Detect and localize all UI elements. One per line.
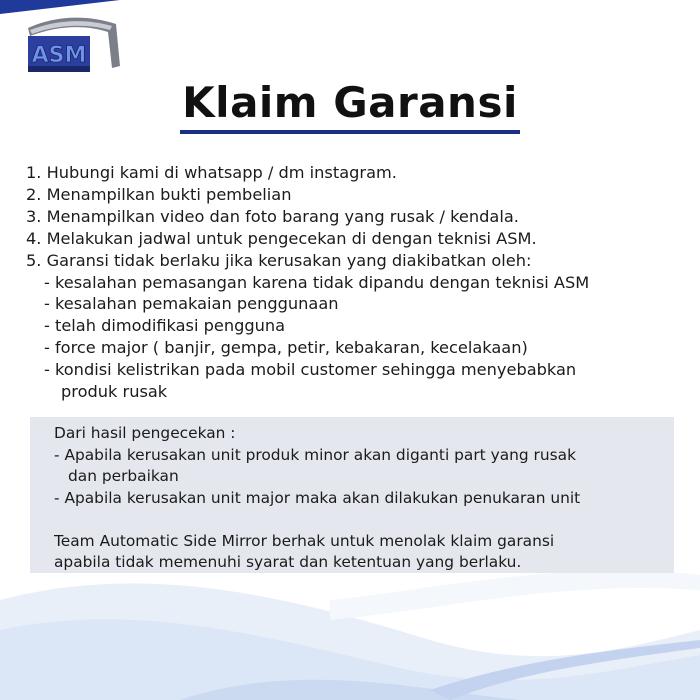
step-item: 1. Hubungi kami di whatsapp / dm instagram. xyxy=(26,163,397,182)
exclusion-item: - kesalahan pemasangan karena tidak dipandu dengan teknisi ASM xyxy=(44,272,590,292)
bottom-wave-highlight xyxy=(330,571,700,620)
exclusion-item: - force major ( banjir, gempa, petir, kebakaran, kecelakaan) xyxy=(44,338,528,358)
note-point: - Apabila kerusakan unit produk minor akan diganti part yang rusak xyxy=(54,445,576,464)
step-item: 5. Garansi tidak berlaku jika kerusakan yang diakibatkan oleh: xyxy=(26,250,532,270)
inspection-note xyxy=(54,423,664,574)
note-footer-line: Team Automatic Side Mirror berhak untuk menolak klaim garansi xyxy=(54,531,555,550)
asm-logo-graphic xyxy=(24,14,124,80)
step-item: 4. Melakukan jadwal untuk pengecekan di dengan teknisi ASM. xyxy=(26,228,537,248)
top-corner-stripe xyxy=(0,0,120,14)
step-item: 2. Menampilkan bukti pembelian xyxy=(26,184,292,204)
note-heading: Dari hasil pengecekan : xyxy=(54,424,236,442)
inspection-note-box xyxy=(30,417,674,573)
note-point-continued: dan perbaikan xyxy=(68,467,179,485)
asm-logo xyxy=(24,14,124,80)
step-item: 3. Menampilkan video dan foto barang yang rusak / kendala. xyxy=(26,206,519,226)
note-footer-line: apabila tidak memenuhi syarat dan ketentuan yang berlaku. xyxy=(54,553,522,571)
logo-text: ASM xyxy=(31,43,87,68)
note-point: - Apabila kerusakan unit major maka akan dilakukan penukaran unit xyxy=(54,488,581,507)
exclusion-item-continued: produk rusak xyxy=(61,382,168,402)
exclusion-item: - kondisi kelistrikan pada mobil customer sehingga menyebabkan xyxy=(44,360,577,380)
exclusion-item: - telah dimodifikasi pengguna xyxy=(44,316,286,336)
page-title: Klaim Garansi xyxy=(180,78,520,134)
page-title-wrap xyxy=(0,78,700,134)
note-spacer xyxy=(54,509,664,531)
claim-steps xyxy=(26,162,686,403)
exclusion-item: - kesalahan pemakaian penggunaan xyxy=(44,294,339,314)
